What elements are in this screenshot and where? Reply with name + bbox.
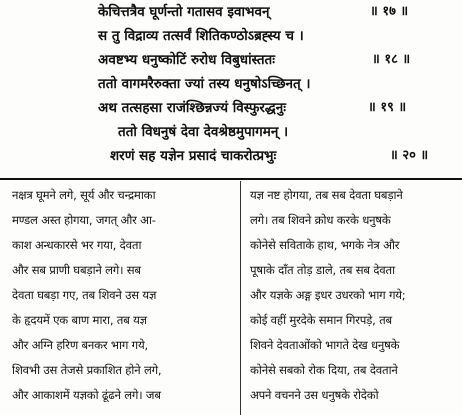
translation-line: और सब प्राणी घबड़ाने लगे। सब xyxy=(12,263,141,277)
translation-line: पूषाके दाँत तोड़ डाले, तब सब देवता xyxy=(250,263,395,277)
verse-text: ततो विधनुषं देवा देवश्रेष्ठमुपागमन् । xyxy=(118,124,289,140)
verse-number: ॥ १७ ॥ xyxy=(370,4,409,19)
translation-line: लगे। तब शिवने क्रोध करके धनुषके xyxy=(250,213,391,227)
verse-text: केचित्तत्रैव घूर्णन्तो गतासव इवाभवन् xyxy=(98,4,270,20)
translation-line: नक्षत्र घूमने लगे, सूर्य और चन्द्रमाका xyxy=(12,188,156,202)
translation-line: के हृदयमें एक बाण मारा, तब यज्ञ xyxy=(12,313,147,327)
sanskrit-verses xyxy=(0,0,462,178)
translation-line: शिवने देवताओंको भागते देख धनुषके xyxy=(250,338,400,352)
translation-line: अपने वचनने उस धनुषके रोदेको xyxy=(250,388,379,402)
translation-line: यज्ञ नष्ट होगया, तब सब देवता घबड़ाने xyxy=(250,188,403,202)
verse-line xyxy=(0,98,462,118)
verse-line xyxy=(0,50,462,70)
verse-text: अथ तत्सहसा राजंश्छिन्नज्यं विस्फुरद्धनुः xyxy=(98,100,286,116)
verse-line xyxy=(0,122,462,142)
translation-left-column xyxy=(12,183,234,415)
column-divider xyxy=(240,181,241,415)
verse-line xyxy=(0,26,462,46)
verse-number: ॥ १९ ॥ xyxy=(368,100,407,115)
translation-line: काश अन्धकारसे भर गया, देवता xyxy=(12,238,142,252)
verse-line xyxy=(0,2,462,22)
section-divider xyxy=(0,178,462,180)
verse-line xyxy=(0,146,462,166)
translation-line: और यज्ञके अङ्ग इधर उधरको भाग गये; xyxy=(250,288,406,302)
verse-text: स तु विद्राव्य तत्सर्वं शितिकण्ठोऽब्रह्स्य च । xyxy=(98,28,304,44)
translation-line: और अग्नि हरिण बनकर भाग गये, xyxy=(12,338,148,352)
translation-line: कोनेसे सविताके हाथ, भगके नेत्र और xyxy=(250,238,400,252)
translation-line: कोई वहीं मुरदेके समान गिरपड़े, तब xyxy=(250,313,392,327)
translation-line: कोनेसे सबको रोक दिया, तब देवताने xyxy=(250,363,398,377)
translation-line: देवता घबड़ा गए, तब शिवने उस यज्ञ xyxy=(12,288,157,302)
translation-line: शिवभी उस तेजसे प्रकाशित होने लगे, xyxy=(12,363,162,377)
verse-line xyxy=(0,74,462,94)
verse-number: ॥ १८ ॥ xyxy=(372,52,411,67)
verse-number: ॥ २० ॥ xyxy=(390,148,429,163)
verse-text: शरणं सह यज्ञेन प्रसादं चाकरोत्प्रभुः xyxy=(110,148,277,164)
translation-line: मण्डल अस्त होगया, जगत् और आ- xyxy=(12,213,156,227)
verse-text: अवष्टभ्य धनुष्कोटिं रुरोध विबुधांस्ततः xyxy=(98,52,275,68)
translation-right-column xyxy=(250,183,462,415)
translation-line: और आकाशमें यज्ञको ढूंढने लगे। जब xyxy=(12,388,161,402)
verse-text: ततो वागमरैरुक्ता ज्यां तस्य धनुषोऽच्छिनत् । xyxy=(98,76,311,92)
